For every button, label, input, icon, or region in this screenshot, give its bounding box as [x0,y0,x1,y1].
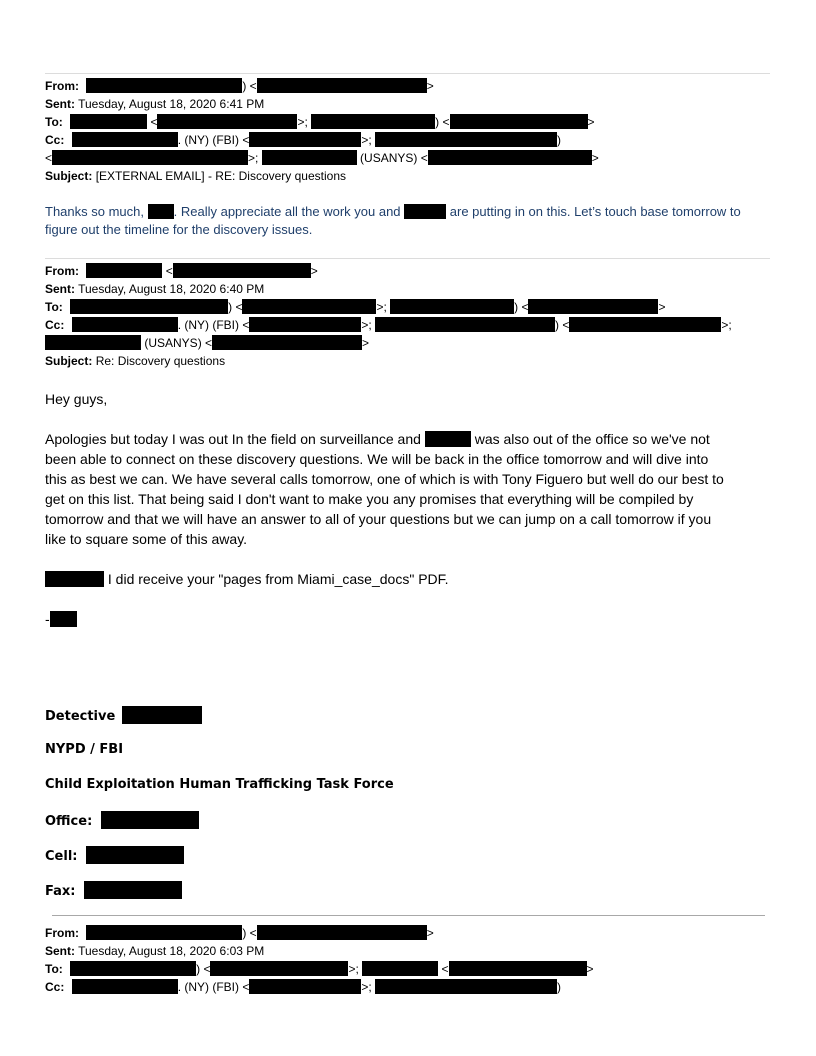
subject-label: Subject: [45,169,93,183]
redaction [569,317,721,332]
redaction [173,263,311,278]
separator-line [52,915,765,916]
redaction [52,150,248,165]
email1-to: To: < >; ) < > [45,115,595,129]
email1-body: Thanks so much, . Really appreciate all the work you and are putting in on this. Let’s touch base tomorrow to figure out the timeline for the discovery issues. [45,204,741,237]
redaction [70,961,196,976]
redaction [404,204,446,219]
redaction [262,150,357,165]
redaction [428,150,592,165]
email2-cc-cont: (USANYS) < > [45,335,369,351]
sent-value: Tuesday, August 18, 2020 6:40 PM [78,282,265,296]
email3-cc: Cc: . (NY) (FBI) < >; ) [45,980,562,994]
signature-fax: Fax: [45,881,182,901]
from-label: From: [45,926,79,940]
redaction [84,881,182,899]
email3-from: From: ) < > [45,926,434,940]
email2-pdf-note: I did receive your "pages from Miami_case_docs" PDF. [45,569,449,589]
separator-line [45,73,770,74]
email2-from: From: < > [45,264,318,278]
redaction [70,114,147,129]
from-label: From: [45,79,79,93]
redaction [50,611,77,627]
redaction [86,78,242,93]
to-label: To: [45,962,63,976]
redaction [249,979,361,994]
sent-value: Tuesday, August 18, 2020 6:41 PM [78,97,265,111]
redaction [212,335,362,350]
redaction [72,317,178,332]
email3-to: To: ) < >; < > [45,962,594,976]
redaction [249,132,361,147]
cc-label: Cc: [45,980,65,994]
subject-label: Subject: [45,354,93,368]
signature-cell: Cell: [45,846,184,866]
email1-cc: Cc: . (NY) (FBI) < >; ) [45,133,562,147]
email2-sent [45,281,264,297]
redaction [528,299,658,314]
redaction [72,979,178,994]
redaction [311,114,435,129]
redaction [375,317,555,332]
email1-sent [45,96,264,112]
email1-subject [45,168,346,184]
email2-subject [45,353,225,369]
redaction [390,299,514,314]
signature-office: Office: [45,811,199,831]
redaction [86,263,162,278]
redaction [157,114,297,129]
sent-label: Sent: [45,282,75,296]
redaction [257,78,427,93]
redaction [86,925,242,940]
redaction [249,317,361,332]
redaction [86,846,184,864]
redaction [375,132,557,147]
redaction [122,706,202,724]
redaction [450,114,588,129]
to-label: To: [45,115,63,129]
redaction [362,961,438,976]
email2-cc: Cc: . (NY) (FBI) < >; ) < >; [45,318,732,332]
from-label: From: [45,264,79,278]
redaction [45,335,141,350]
to-label: To: [45,300,63,314]
email2-greeting: Hey guys, [45,391,108,407]
redaction [257,925,427,940]
signature-org: NYPD / FBI [45,742,124,757]
redaction [242,299,376,314]
signature-task-force: Child Exploitation Human Trafficking Task Force [45,777,394,792]
sent-value: Tuesday, August 18, 2020 6:03 PM [78,944,265,958]
redaction [425,431,471,447]
email2-signoff: - [45,609,77,629]
redaction [45,571,104,587]
signature-detective: Detective [45,706,202,726]
cc-label: Cc: [45,133,65,147]
subject-value: Re: Discovery questions [95,354,226,368]
redaction [375,979,557,994]
separator-line [45,258,770,259]
sent-label: Sent: [45,97,75,111]
redaction [72,132,178,147]
email1-cc-cont: < >; (USANYS) < > [45,151,599,165]
redaction [449,961,587,976]
redaction [70,299,228,314]
redaction [101,811,199,829]
subject-value: [EXTERNAL EMAIL] - RE: Discovery questions [95,169,346,183]
redaction [210,961,348,976]
email2-to: To: ) < >; ) < > [45,300,666,314]
sent-label: Sent: [45,944,75,958]
redaction [148,204,174,219]
email1-from: From: ) < > [45,79,434,93]
cc-label: Cc: [45,318,65,332]
email3-sent [45,943,264,959]
email2-paragraph: Apologies but today I was out In the field on surveillance and was also out of the office so we've not been able to connect on these discovery questions. We will be back in the office tomorrow and will dive into this as best we can. We have several calls tomorrow, one of which is with Tony Figuero but well do our best to get on this list. That being said I don't want to make you any promises that everything will be compiled by tomorrow and that we will have an answer to all of your questions but we can jump on a call tomorrow if you like to square some of this away. [45,431,724,547]
